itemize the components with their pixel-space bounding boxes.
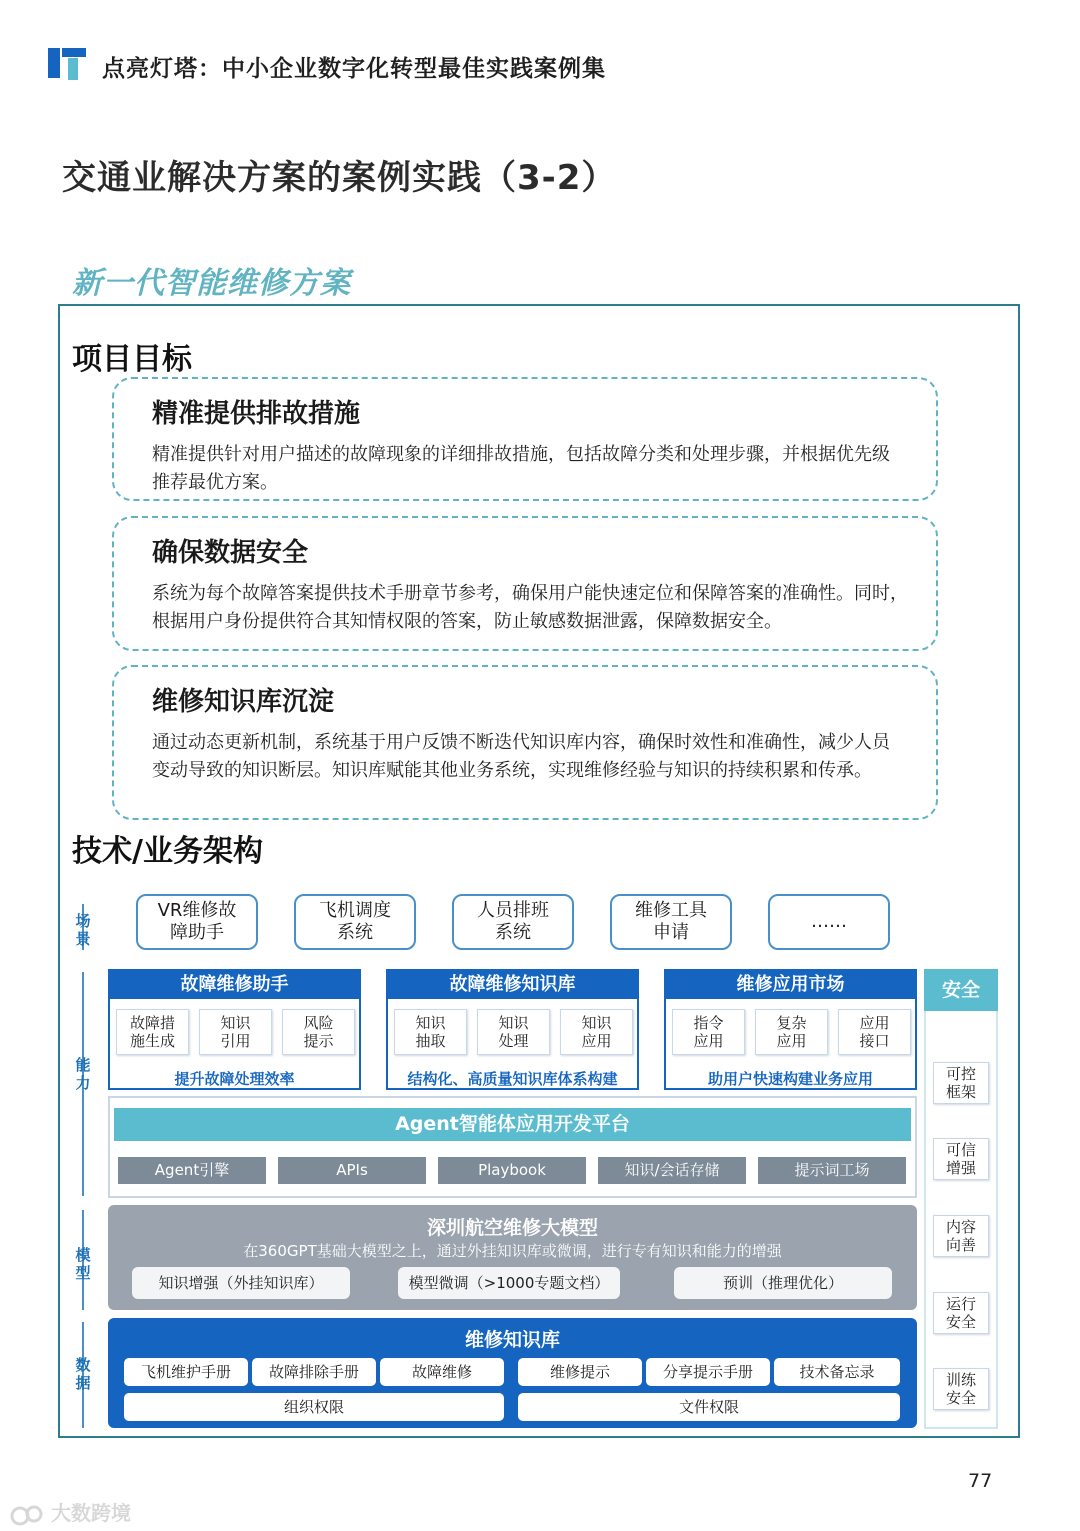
security-title: 安全: [924, 969, 998, 1011]
watermark: 大数跨境: [10, 1497, 131, 1526]
capability-box: [108, 969, 361, 1090]
model-subtitle: 在360GPT基础大模型之上，通过外挂知识库或微调，进行专有知识和能力的增强: [243, 1242, 782, 1260]
agent-platform: [108, 1096, 917, 1198]
model-item: 模型微调（>1000专题文档）: [398, 1267, 620, 1299]
model-layer: [108, 1205, 917, 1310]
architecture-heading: 技术/业务架构: [72, 834, 263, 869]
goal-title: 确保数据安全: [152, 538, 309, 568]
brand-logo-icon: [48, 46, 86, 80]
data-item: 组织权限: [124, 1393, 504, 1421]
security-item: 内容向善: [933, 1215, 989, 1257]
document-title: 点亮灯塔：中小企业数字化转型最佳实践案例集: [102, 56, 606, 82]
side-label-data: 数据: [75, 1356, 91, 1392]
agent-tool: APIs: [278, 1157, 426, 1184]
capability-item: 复杂应用: [755, 1009, 828, 1055]
goal-card: [112, 516, 938, 651]
scene-box: ……: [768, 894, 890, 950]
side-label-capability: 能力: [75, 1056, 91, 1092]
capability-title: 故障维修知识库: [388, 971, 637, 999]
capability-item: 风险提示: [282, 1009, 355, 1055]
page-title: 交通业解决方案的案例实践（3-2）: [62, 158, 617, 198]
agent-platform-title: Agent智能体应用开发平台: [114, 1108, 911, 1141]
watermark-logo-icon: [10, 1504, 44, 1526]
goal-title: 精准提供排故措施: [152, 399, 361, 429]
scene-box: 人员排班系统: [452, 894, 574, 950]
agent-tool: Agent引擎: [118, 1157, 266, 1184]
page-number: 77: [968, 1470, 993, 1492]
data-item: 文件权限: [518, 1393, 900, 1421]
capability-footer: 结构化、高质量知识库体系构建: [407, 1070, 618, 1088]
security-column: [924, 969, 998, 1429]
capability-footer: 助用户快速构建业务应用: [707, 1070, 873, 1088]
capability-item: 知识抽取: [394, 1009, 467, 1055]
capability-box: [386, 969, 639, 1090]
model-title: 深圳航空维修大模型: [426, 1217, 598, 1239]
security-item: 可信增强: [933, 1138, 989, 1180]
data-item: 维修提示: [518, 1358, 642, 1386]
security-item: 运行安全: [933, 1292, 989, 1334]
capability-title: 故障维修助手: [110, 971, 359, 999]
goal-description: 系统为每个故障答案提供技术手册章节参考，确保用户能快速定位和保障答案的准确性。同时，根据用户身份提供符合其知情权限的答案，防止敏感数据泄露，保障数据安全。: [152, 583, 908, 632]
security-item: 可控框架: [933, 1062, 989, 1104]
data-item: 故障排除手册: [252, 1358, 376, 1386]
agent-tool: 知识/会话存储: [598, 1157, 746, 1184]
data-item: 故障维修: [380, 1358, 504, 1386]
capability-item: 应用接口: [838, 1009, 911, 1055]
data-title: 维修知识库: [464, 1329, 560, 1351]
data-item: 技术备忘录: [774, 1358, 900, 1386]
side-label-model: 模型: [75, 1246, 91, 1282]
goal-description: 精准提供针对用户描述的故障现象的详细排故措施，包括故障分类和处理步骤，并根据优先级推荐最优方案。: [152, 444, 890, 493]
data-item: 分享提示手册: [646, 1358, 770, 1386]
capability-box: [664, 969, 917, 1090]
capability-item: 知识处理: [477, 1009, 550, 1055]
capability-item: 知识引用: [199, 1009, 272, 1055]
security-item: 训练安全: [933, 1368, 989, 1410]
goal-card: [112, 377, 938, 501]
goal-card: [112, 665, 938, 820]
model-item: 预训（推理优化）: [674, 1267, 892, 1299]
capability-item: 指令应用: [672, 1009, 745, 1055]
agent-tool: Playbook: [438, 1157, 586, 1184]
agent-tool: 提示词工场: [758, 1157, 906, 1184]
capability-item: 故障措施生成: [116, 1009, 189, 1055]
scene-box: 飞机调度系统: [294, 894, 416, 950]
model-item: 知识增强（外挂知识库）: [132, 1267, 350, 1299]
capability-title: 维修应用市场: [666, 971, 915, 999]
capability-footer: 提升故障处理效率: [174, 1070, 295, 1088]
capability-item: 知识应用: [560, 1009, 633, 1055]
section-title: 新一代智能维修方案: [72, 266, 351, 301]
scene-box: 维修工具申请: [610, 894, 732, 950]
data-layer: [108, 1318, 917, 1428]
data-item: 飞机维护手册: [124, 1358, 248, 1386]
side-label-scene: 场景: [75, 912, 91, 948]
goal-title: 维修知识库沉淀: [152, 687, 335, 717]
goal-description: 通过动态更新机制，系统基于用户反馈不断迭代知识库内容，确保时效性和准确性，减少人员变动导致的知识断层。知识库赋能其他业务系统，实现维修经验与知识的持续积累和传承。: [152, 732, 890, 781]
scene-box: VR维修故障助手: [136, 894, 258, 950]
goals-heading: 项目目标: [72, 342, 192, 377]
